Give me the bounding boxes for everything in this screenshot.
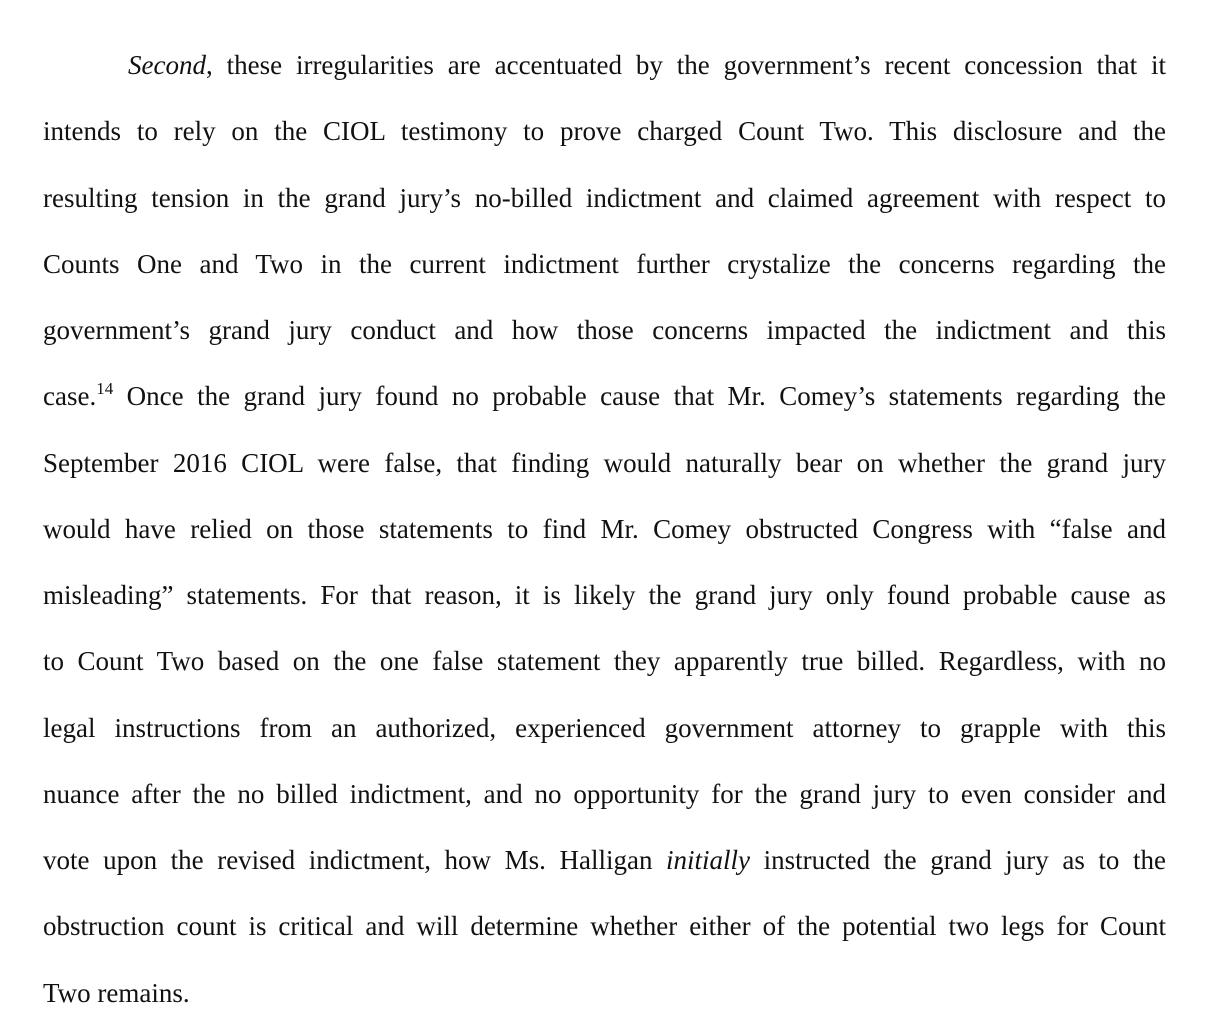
paragraph-line-10: to Count Two based on the one false statement they apparently true billed. Regardless, with no xyxy=(43,646,1166,676)
paragraph-line-6 xyxy=(43,376,1166,416)
line-6-rest: Once the grand jury found no probable cause that Mr. Comey’s statements regarding the xyxy=(113,381,1166,411)
paragraph-line-12: nuance after the no billed indictment, and no opportunity for the grand jury to even consider and xyxy=(43,779,1166,809)
emphasis-second: Second xyxy=(128,50,206,80)
paragraph-line-14: obstruction count is critical and will determine whether either of the potential two legs for Count xyxy=(43,911,1166,941)
paragraph-line-7: September 2016 CIOL were false, that finding would naturally bear on whether the grand jury xyxy=(43,448,1166,478)
line-6-start: case. xyxy=(43,381,97,411)
paragraph-line-11: legal instructions from an authorized, experienced government attorney to grapple with this xyxy=(43,713,1166,743)
paragraph-line-8: would have relied on those statements to find Mr. Comey obstructed Congress with “false and xyxy=(43,514,1166,544)
paragraph-line-1 xyxy=(128,45,1166,85)
paragraph-line-2: intends to rely on the CIOL testimony to prove charged Count Two. This disclosure and the xyxy=(43,116,1166,146)
paragraph-line-3: resulting tension in the grand jury’s no-billed indictment and claimed agreement with respect to xyxy=(43,183,1166,213)
footnote-marker-14: 14 xyxy=(96,379,114,398)
paragraph-line-15: Two remains. xyxy=(43,978,190,1008)
line-1-text: , these irregularities are accentuated by the government’s recent concession that it xyxy=(205,50,1166,80)
line-13-start: vote upon the revised indictment, how Ms. Halligan xyxy=(43,845,667,875)
paragraph-line-13 xyxy=(43,840,1166,880)
paragraph-line-9: misleading” statements. For that reason, it is likely the grand jury only found probable cause as xyxy=(43,580,1166,610)
paragraph-line-4: Counts One and Two in the current indictment further crystalize the concerns regarding the xyxy=(43,249,1166,279)
emphasis-initially: initially xyxy=(666,845,751,875)
paragraph-line-5: government’s grand jury conduct and how those concerns impacted the indictment and this xyxy=(43,315,1166,345)
line-13-rest: instructed the grand jury as to the xyxy=(750,845,1166,875)
